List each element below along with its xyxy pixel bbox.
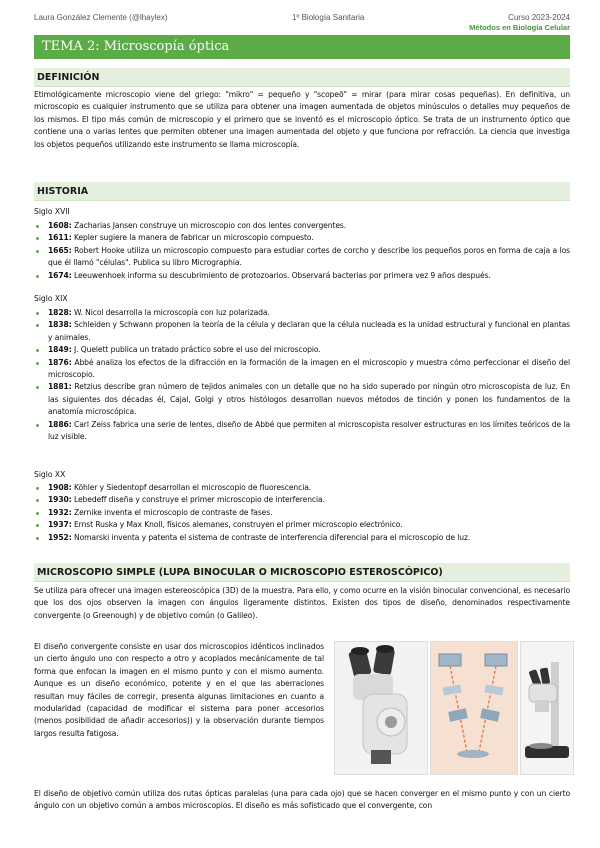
page-title: TEMA 2: Microscopía óptica xyxy=(34,35,570,59)
author-name: Laura González Clemente (@lhaylex) xyxy=(34,13,168,22)
century-label-xvii: Siglo XVII xyxy=(34,207,70,216)
section-heading-definicion: DEFINICIÓN xyxy=(34,68,570,87)
list-item: 1828: W. Nicol desarrolla la microscopía con luz polarizada. xyxy=(34,307,570,319)
list-item: 1952: Nomarski inventa y patenta el sistema de contraste de interferencia diferencial para el microscopio de luz. xyxy=(34,532,570,544)
century-label-xx: Siglo XX xyxy=(34,470,66,479)
list-item: 1665: Robert Hooke utiliza un microscopio compuesto para estudiar cortes de corcho y describe los pequeños poros en forma de caja a los que él llamó "células". Publica su libro Micrographia. xyxy=(34,245,570,270)
stereo-microscope-head-image xyxy=(334,641,428,775)
century-label-xix: Siglo XIX xyxy=(34,294,68,303)
subject-name: Métodos en Biología Celular xyxy=(469,23,570,32)
list-item: 1608: Zacharias Jansen construye un microscopio con dos lentes convergentes. xyxy=(34,220,570,232)
list-item: 1849: J. Quelett publica un tratado práctico sobre el uso del microscopio. xyxy=(34,344,570,356)
course-name: 1º Biología Sanitaria xyxy=(292,13,365,22)
convergente-paragraph: El diseño convergente consiste en usar dos microscopios idénticos inclinados un cierto ángulo uno con respecto a otro y acoplados mecánicamente de tal forma que enfocan la imagen en el mismo punto y con el mismo aumento. Aunque es un diseño económico, potente y en el que las aberraciones resultan muy fáciles de corregir, presenta algunas limitaciones en cuanto a modularidad (capacidad de modificar el sistema para poner accesorios (menos posibilidad de añadir accesorios)) y la observación durante tiempos largos resulta fatigosa. xyxy=(34,642,324,738)
list-item: 1937: Ernst Ruska y Max Knoll, físicos alemanes, construyen el primer microscopio electrónico. xyxy=(34,519,570,531)
list-item: 1886: Carl Zeiss fabrica una serie de lentes, diseño de Abbé que permiten al microscopista resolver estructuras en los límites teóricos de la luz visible. xyxy=(34,419,570,444)
definicion-paragraph: Etimológicamente microscopio viene del griego: "mikro" = pequeño y "scopeō" = mirar (para mirar cosas pequeñas). En definitiva, un microscopio es cualquier instrumento que se utiliza para obtener una imagen aumentada de objetos minúsculos o detalles muy pequeños de los mismos. El tipo más común de microscopio y el primero que se inventó es el microscopio óptico. Se trata de un instrumento óptico que contiene una o varias lentes que permiten obtener una imagen aumentada del objeto y que funciona por refracción. La ciencia que investiga los objetos pequeños utilizando este instrumento se llama microscopía. xyxy=(34,90,570,149)
stereo-microscope-image xyxy=(520,641,574,775)
section-heading-microscopio-simple: MICROSCOPIO SIMPLE (LUPA BINOCULAR O MICROSCOPIO ESTEROSCÓPICO) xyxy=(34,563,570,582)
list-item: 1908: Köhler y Siedentopf desarrollan el microscopio de fluorescencia. xyxy=(34,482,570,494)
list-item: 1674: Leeuwenhoek informa su descubrimiento de protozoarios. Observará bacterias por primera vez 9 años después. xyxy=(34,270,570,282)
objetivo-comun-paragraph: El diseño de objetivo común utiliza dos rutas ópticas paralelas (una para cada ojo) que se hacen converger en el mismo punto y con un cierto ángulo con un objetivo común a ambos microscopios. El diseño es más sofisticado que el convergente, con xyxy=(34,789,570,811)
optical-path-diagram-image xyxy=(430,641,518,775)
section-heading-historia: HISTORIA xyxy=(34,182,570,201)
page-header xyxy=(34,10,570,36)
course-year: Curso 2023-2024 xyxy=(508,13,570,22)
list-item: 1930: Lebedeff diseña y construye el primer microscopio de interferencia. xyxy=(34,494,570,506)
list-item: 1838: Schleiden y Schwann proponen la teoría de la célula y declaran que la célula nucleada es la unidad estructural y funcional en plantas y animales. xyxy=(34,319,570,344)
list-item: 1932: Zernike inventa el microscopio de contraste de fases. xyxy=(34,507,570,519)
events-list-xvii xyxy=(34,220,570,282)
list-item: 1876: Abbé analiza los efectos de la difracción en la formación de la imagen en el microscopio y muestra cómo perfeccionar el diseño del microscopio. xyxy=(34,357,570,382)
list-item: 1881: Retzius describe gran número de tejidos animales con un detalle que no ha sido superado por ningún otro microscopista de luz. En las siguientes dos décadas él, Cajal, Golgi y otros histólogos desarrollan nuevos métodos de tinción y ponen los fundamentos de la anatomía microscópica. xyxy=(34,381,570,418)
simple-intro-paragraph: Se utiliza para ofrecer una imagen estereoscópica (3D) de la muestra. Para ello, y como ocurre en la visión binocular convencional, es necesario que los dos ojos observen la imagen con ángulos ligeramente distintos. Existen dos tipos de diseño, denominados respectivamente convergente (o Greenough) y de objetivo común (o Galileo). xyxy=(34,586,570,620)
list-item: 1611: Kepler sugiere la manera de fabricar un microscopio compuesto. xyxy=(34,232,570,244)
events-list-xx xyxy=(34,482,570,544)
events-list-xix xyxy=(34,307,570,443)
